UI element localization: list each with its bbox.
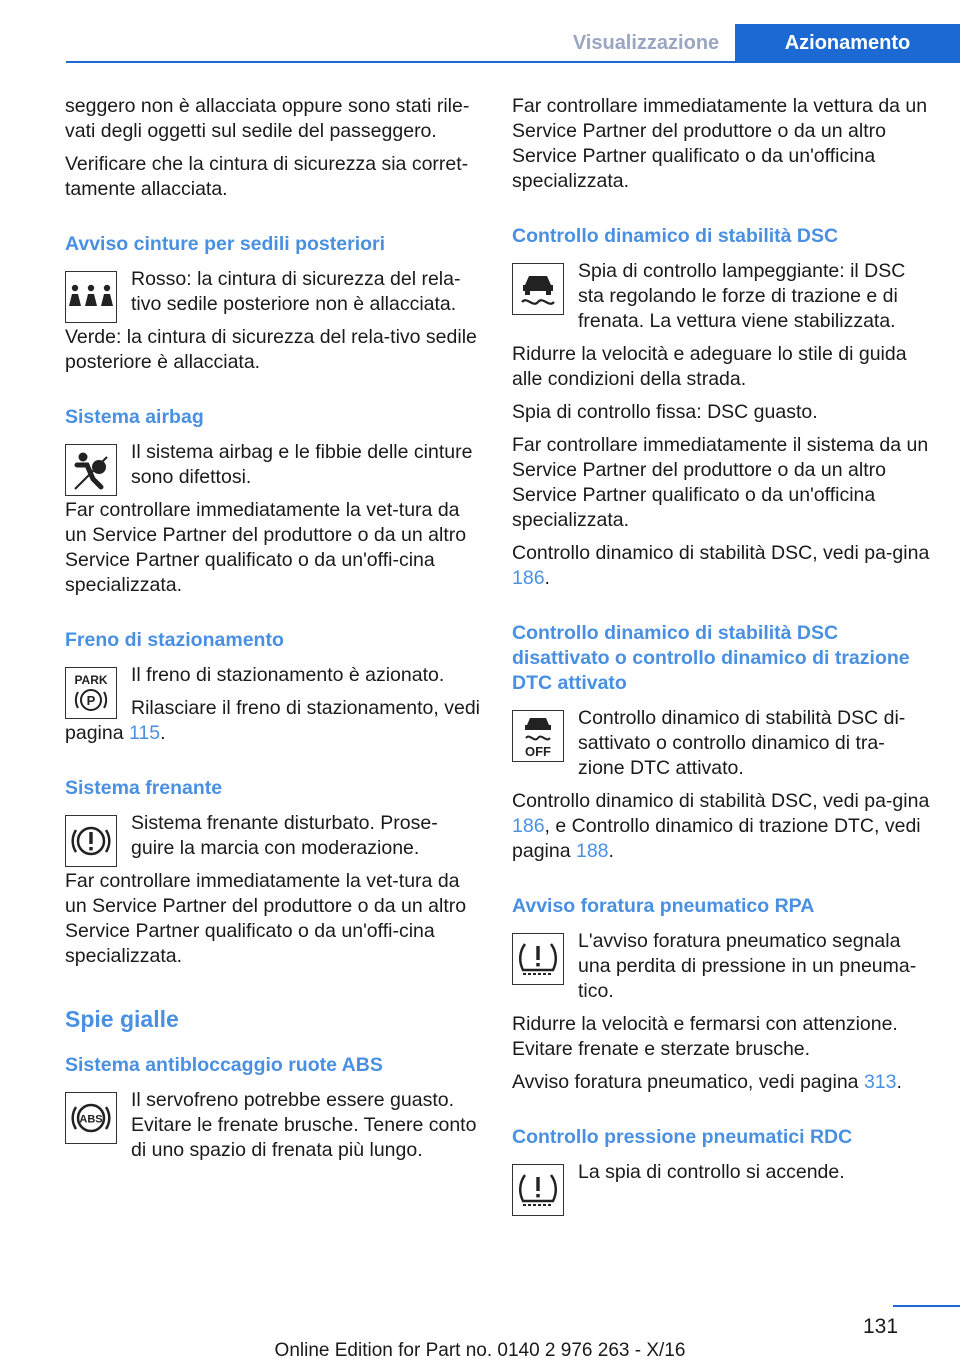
section-heading: Controllo dinamico di stabilità DSC disattivato o controllo dinamico di trazione DTC attivato [512, 622, 910, 694]
paragraph: Ridurre la velocità e adeguare lo stile di guida alle condizioni della strada. [512, 343, 907, 390]
paragraph: Il freno di stazionamento è azionato. [131, 664, 445, 686]
section-heading: Sistema airbag [65, 406, 204, 428]
page-link-115[interactable]: 115 [128, 722, 161, 744]
text: Controllo dinamico di stabilità DSC, vedi pa-gina [512, 790, 930, 812]
paragraph [65, 696, 481, 746]
paragraph: Spia di controllo lampeggiante: il DSC sta regolando le forze di trazione e di frenata. La vettura viene stabilizzata. [578, 260, 906, 332]
section-heading: Controllo pressione pneumatici RDC [512, 1126, 853, 1148]
text: . [160, 722, 166, 744]
rear-belts-entry [65, 267, 481, 375]
paragraph: Rosso: la cintura di sicurezza del rela-tivo sedile posteriore non è allacciata. [131, 268, 461, 315]
page-link-188[interactable]: 188 [575, 840, 609, 862]
right-column [512, 94, 930, 1218]
paragraph: La spia di controllo si accende. [578, 1161, 845, 1183]
abs-entry [65, 1088, 481, 1163]
tab-azionamento[interactable]: Azionamento [735, 24, 960, 62]
page-header [0, 0, 960, 62]
airbag-icon [65, 444, 117, 496]
page-link-186[interactable]: 186 [512, 815, 545, 837]
section-heading: Sistema antibloccaggio ruote ABS [65, 1054, 383, 1076]
text: Rilasciare il freno di stazionamento, vedi pagina [65, 697, 481, 744]
p-letter: P [86, 693, 96, 708]
section-heading: Freno di stazionamento [65, 629, 284, 651]
dsc-entry [512, 259, 930, 591]
tire-warning-icon [512, 933, 564, 985]
abs-icon [65, 1092, 117, 1144]
paragraph: Verde: la cintura di sicurezza del rela-tivo sedile posteriore è allacciata. [65, 326, 477, 373]
brake-warning-icon [65, 815, 117, 867]
text: . [608, 840, 614, 862]
paragraph: Il sistema airbag e le fibbie delle cinture sono difettosi. [131, 441, 473, 488]
paragraph [512, 789, 930, 864]
header-rule [66, 61, 960, 63]
page-number: 131 [863, 1315, 899, 1338]
left-column [65, 94, 481, 1171]
tab-visualizzazione[interactable]: Visualizzazione [572, 31, 720, 54]
page-link-313[interactable]: 313 [863, 1071, 897, 1093]
paragraph: Far controllare immediatamente la vet-tura da un Service Partner del produttore o da un altro Service Partner qualificato o da un'offi-cina specializzata. [65, 870, 467, 967]
rdc-entry [512, 1160, 930, 1216]
rpa-entry [512, 929, 930, 1095]
chapter-heading: Spie gialle [65, 1006, 179, 1032]
paragraph: Far controllare immediatamente il sistema da un Service Partner del produttore o da un altro Service Partner qualificato o da un'officina specializzata. [512, 434, 929, 531]
section-heading: Avviso foratura pneumatico RPA [512, 895, 815, 917]
section-heading: Avviso cinture per sedili posteriori [65, 233, 386, 255]
edition-footer: Online Edition for Part no. 0140 2 976 263 - X/16 [274, 1340, 686, 1361]
paragraph: seggero non è allacciata oppure sono stati rile-vati degli oggetti sul sedile del passeggero. [65, 95, 470, 142]
dsc-off-icon [512, 710, 564, 762]
text: Controllo dinamico di stabilità DSC, vedi pa-gina [512, 542, 930, 564]
paragraph: Far controllare immediatamente la vet-tura da un Service Partner del produttore o da un altro Service Partner qualificato o da un'offi-cina specializzata. [65, 499, 467, 596]
tire-pressure-icon [512, 1164, 564, 1216]
paragraph: Far controllare immediatamente la vettura da un Service Partner del produttore o da un altro Service Partner qualificato o da un'officina specializzata. [512, 95, 928, 192]
paragraph: Il servofreno potrebbe essere guasto. Evitare le frenate brusche. Tenere conto di uno spazio di frenata più lungo. [131, 1089, 477, 1161]
section-heading: Controllo dinamico di stabilità DSC [512, 225, 839, 247]
paragraph: Controllo dinamico di stabilità DSC di-sattivato o controllo dinamico di tra-zione DTC attivato. [578, 707, 906, 779]
text: . [544, 567, 550, 589]
page-link-186[interactable]: 186 [512, 567, 545, 589]
off-text: OFF [525, 744, 551, 758]
paragraph: Sistema frenante disturbato. Prose-guire la marcia con moderazione. [131, 812, 438, 859]
text: Avviso foratura pneumatico, vedi pagina [512, 1071, 864, 1093]
park-text: PARK [74, 673, 108, 687]
paragraph [512, 541, 930, 591]
parking-brake-icon [65, 667, 117, 719]
text: . [896, 1071, 902, 1093]
paragraph [512, 1070, 930, 1095]
rear-seatbelt-icon [65, 271, 117, 323]
section-heading: Sistema frenante [65, 777, 223, 799]
paragraph: L'avviso foratura pneumatico segnala una perdita di pressione in un pneuma-tico. [578, 930, 917, 1002]
paragraph: Spia di controllo fissa: DSC guasto. [512, 401, 818, 423]
brake-system-entry [65, 811, 481, 969]
dsc-icon [512, 263, 564, 315]
paragraph: Verificare che la cintura di sicurezza sia corret-tamente allacciata. [65, 153, 469, 200]
airbag-entry [65, 440, 481, 598]
abs-text: ABS [79, 1113, 103, 1126]
paragraph: Ridurre la velocità e fermarsi con attenzione. Evitare frenate e sterzate brusche. [512, 1013, 898, 1060]
parking-brake-entry [65, 663, 481, 746]
text: , e Controllo dinamico di trazione DTC, vedi pagina [512, 815, 921, 862]
footer-rule [893, 1305, 960, 1307]
dsc-off-entry [512, 706, 930, 864]
